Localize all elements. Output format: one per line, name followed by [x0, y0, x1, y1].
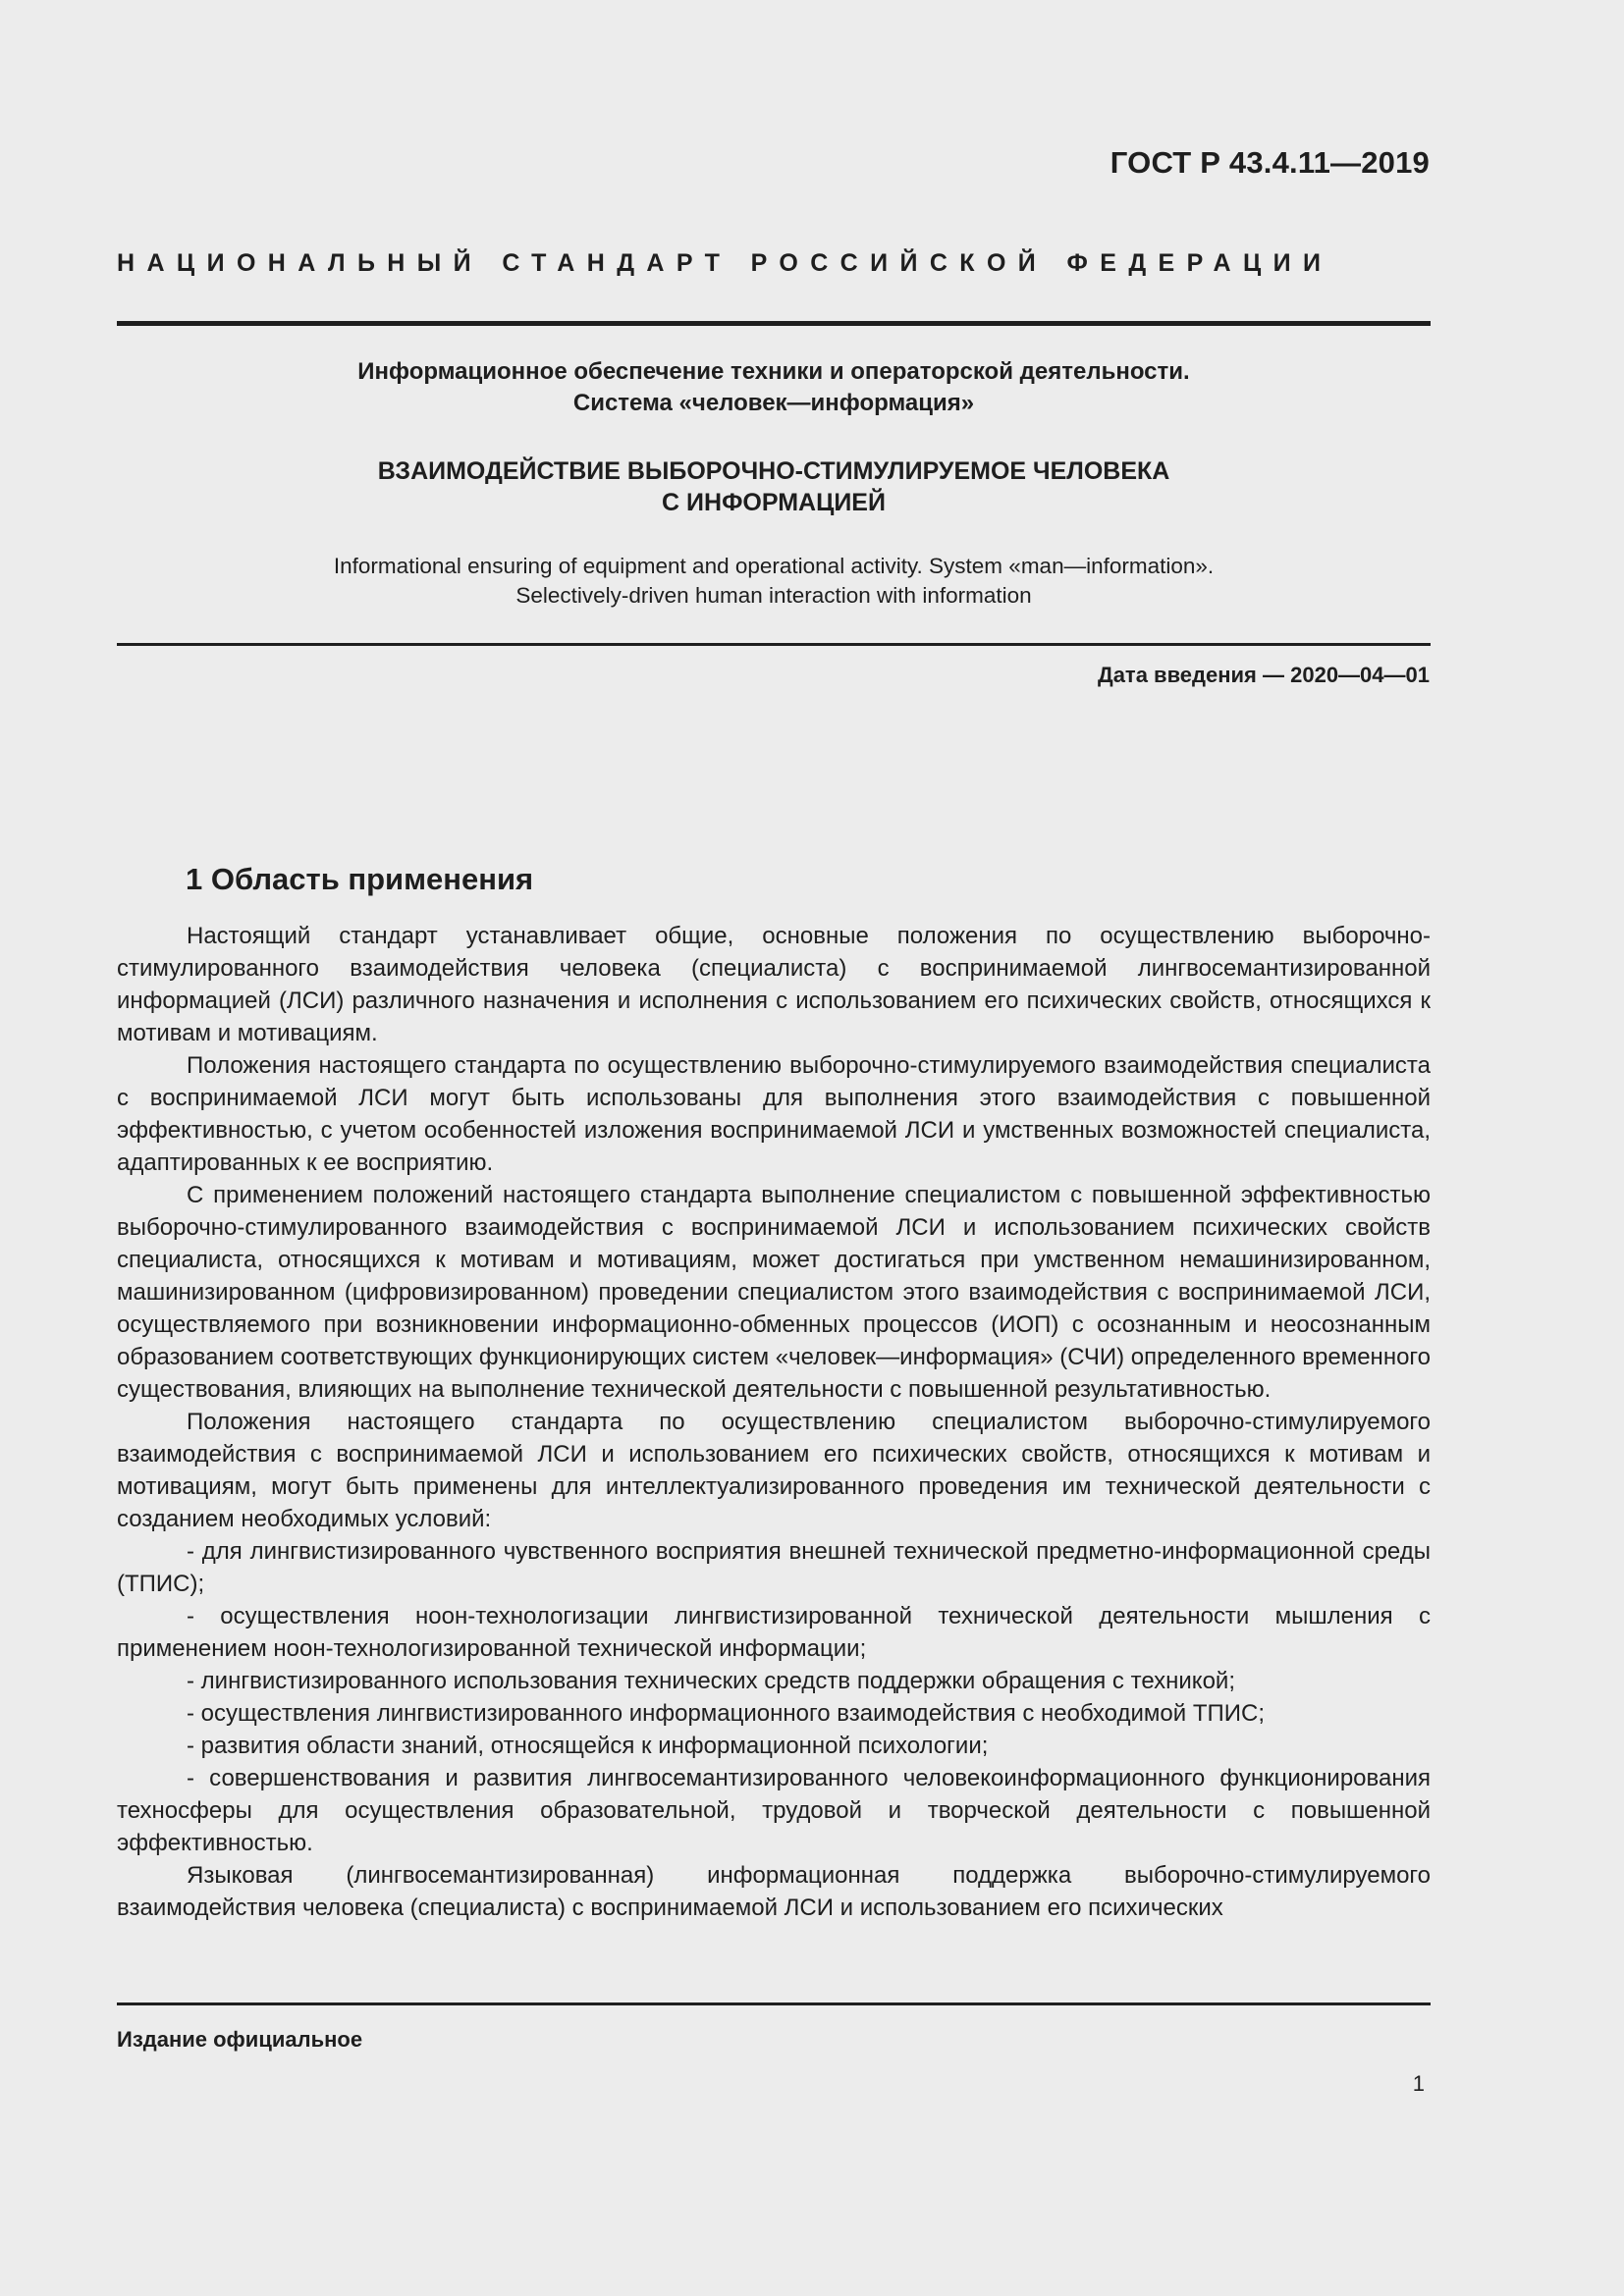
- subtitle-line-2: Система «человек—информация»: [572, 390, 975, 416]
- top-divider: [117, 321, 1431, 326]
- paragraph: Языковая (лингвосемантизированная) информационная поддержка выборочно-стимулируемого взаимодействия человека (специалиста) с воспринимаемой ЛСИ и использованием его психических: [117, 1862, 1431, 1921]
- title-line-2: С ИНФОРМАЦИЕЙ: [662, 489, 886, 516]
- standard-code: ГОСТ Р 43.4.11—2019: [1110, 145, 1430, 180]
- list-item: - осуществления ноон-технологизации лингвистизированной технической деятельности мышления с применением ноон-технологизированной технической информации;: [117, 1603, 1431, 1662]
- subtitle-line-1: Информационное обеспечение техники и операторской деятельности.: [357, 358, 1190, 385]
- list-item: - осуществления лингвистизированного информационного взаимодействия с необходимой ТПИС;: [187, 1700, 1265, 1727]
- paragraph: Настоящий стандарт устанавливает общие, основные положения по осуществлению выборочно-стимулированного взаимодействия человека (специалиста) с воспринимаемой лингвосемантизированной информацией (ЛСИ) различного назначения и исполнения с использованием его психических свойств, относящихся к мотивам и мотивациям.: [117, 923, 1431, 1046]
- title-divider: [117, 643, 1431, 646]
- list-item: - лингвистизированного использования технических средств поддержки обращения с техникой;: [187, 1668, 1235, 1694]
- list-item: - для лингвистизированного чувственного восприятия внешней технической предметно-информационной среды (ТПИС);: [117, 1538, 1431, 1597]
- english-title-line-2: Selectively-driven human interaction with information: [515, 583, 1032, 608]
- title-line-1: ВЗАИМОДЕЙСТВИЕ ВЫБОРОЧНО-СТИМУЛИРУЕМОЕ ЧЕЛОВЕКА: [377, 457, 1170, 485]
- national-standard-heading: НАЦИОНАЛЬНЫЙ СТАНДАРТ РОССИЙСКОЙ ФЕДЕРАЦИИ: [117, 249, 1333, 277]
- introduction-date: Дата введения — 2020—04—01: [1098, 663, 1430, 687]
- list-item: - развития области знаний, относящейся к информационной психологии;: [187, 1733, 989, 1759]
- footer-divider: [117, 2002, 1431, 2005]
- paragraph: Положения настоящего стандарта по осуществлению специалистом выборочно-стимулируемого взаимодействия с воспринимаемой ЛСИ и использованием его психических свойств, относящихся к мотивам и мотивациям, могут быть применены для интеллектуализированного проведения им технической деятельности с созданием необходимых условий:: [117, 1409, 1431, 1532]
- paragraph: Положения настоящего стандарта по осуществлению выборочно-стимулируемого взаимодействия специалиста с воспринимаемой ЛСИ могут быть использованы для выполнения этого взаимодействия с повышенной эффективностью, с учетом особенностей изложения воспринимаемой ЛСИ и умственных возможностей специалиста, адаптированных к ее восприятию.: [117, 1052, 1431, 1176]
- section-heading: 1 Область применения: [186, 862, 534, 896]
- english-title: [117, 552, 1431, 611]
- page-number: 1: [1412, 2071, 1425, 2096]
- document-title: [117, 455, 1431, 518]
- section-body: [117, 920, 1431, 1924]
- official-edition-label: Издание официальное: [117, 2027, 363, 2052]
- english-title-line-1: Informational ensuring of equipment and operational activity. System «man—information».: [333, 554, 1215, 578]
- list-item: - совершенствования и развития лингвосемантизированного человекоинформационного функционирования техносферы для осуществления образовательной, трудовой и творческой деятельности с повышенной эффективностью.: [117, 1765, 1431, 1856]
- paragraph: С применением положений настоящего стандарта выполнение специалистом с повышенной эффективностью выборочно-стимулированного взаимодействия с воспринимаемой ЛСИ и использованием психических свойств специалиста, относящихся к мотивам и мотивациям, может достигаться при умственном немашинизированном, машинизированном (цифровизированном) проведении специалистом этого взаимодействия с воспринимаемой ЛСИ, осуществляемого при возникновении информационно-обменных процессов (ИОП) с осознанным и неосознанным образованием соответствующих функционирующих систем «человек—информация» (СЧИ) определенного временного существования, влияющих на выполнение технической деятельности с повышенной результативностью.: [117, 1182, 1431, 1403]
- document-subtitle: [117, 356, 1431, 419]
